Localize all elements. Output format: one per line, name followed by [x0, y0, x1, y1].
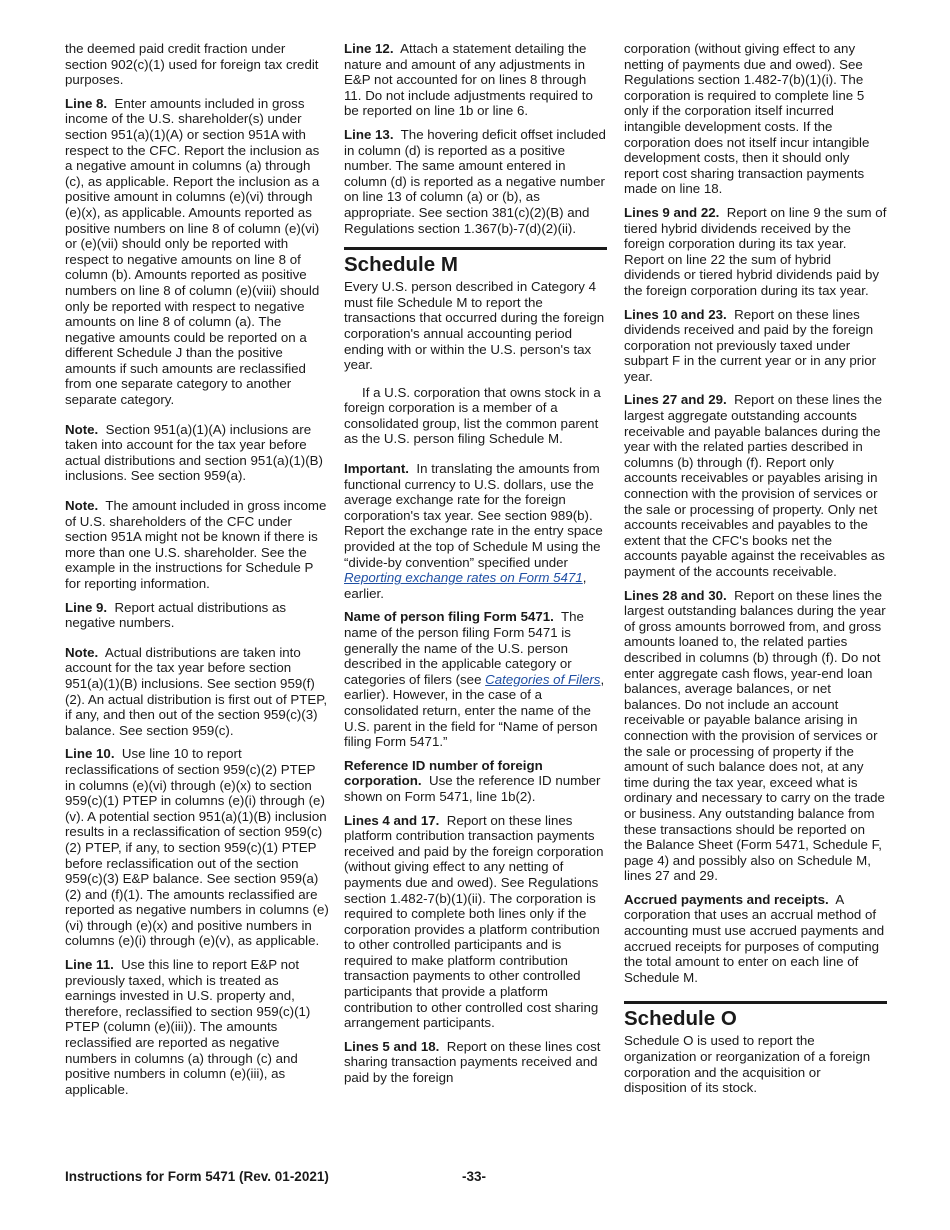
lines-5-18-text: Report on these lines cost sharing transaction payments received and paid by the foreign: [344, 1038, 601, 1086]
schedule-o-text: Schedule O is used to report the organization or reorganization of a foreign corporation and the acquisition or disposition of its stock.: [624, 1033, 871, 1096]
line-13-title: Line 13.: [344, 126, 394, 142]
accrued-text: A corporation that uses an accrual method of accounting must use accrued payments and accrued receipts for purposes of computing the total amount to enter on each line of Schedule M.: [624, 891, 885, 985]
important-title: Important.: [344, 461, 410, 477]
schedule-m-intro: Every U.S. person described in Category 4 must file Schedule M to report the transactions that occurred during the foreign corporation's annual accounting period ending with or within the U.S. person's tax year.: [344, 279, 605, 373]
categories-of-filers-link[interactable]: Categories of Filers: [485, 671, 601, 687]
note-2-title: Note.: [65, 498, 99, 514]
schedule-m-consolidated: If a U.S. corporation that owns stock in a foreign corporation is a member of a consolidated group, list the common parent as the U.S. person filing Schedule M.: [344, 384, 601, 447]
line-9-title: Line 9.: [65, 599, 108, 615]
note-3-title: Note.: [65, 644, 99, 660]
lines-10-23-title: Lines 10 and 23.: [624, 306, 727, 322]
section-divider: [624, 1001, 887, 1004]
note-2-paragraph: [65, 498, 329, 592]
line-12-paragraph: [344, 41, 607, 119]
note-2-text: The amount included in gross income of U.S. shareholders of the CFC under section 951A might not be known if there is more than one U.S. shareholder. See the example in the instructions for Schedule P for reporting information.: [65, 498, 327, 591]
schedule-o-heading: Schedule O: [624, 1007, 737, 1031]
lines-28-30-text: Report on these lines the largest outstanding balances during the year of gross amounts borrowed from, and gross amounts loaned to, the related parties described in columns (b) through (f). Do not enter aggregate cash flows, year-end loan balances, average balances, or net balances. Do not include an account receivable or payable balance arising in connection with the provision of services or the sale or processing of property if the amount of such balance does not, at any time during the tax year, exceed what is ordinary and necessary to carry on the trade or business. Any outstanding balance from these transactions should be reported on the Balance Sheet (Form 5471, Schedule F, page 4) and possibly also on Schedule M, lines 27 and 29.: [624, 587, 886, 884]
reference-id-paragraph: [344, 758, 607, 805]
reference-id-text: Use the reference ID number shown on Form 5471, line 1b(2).: [344, 773, 601, 804]
line-8-title: Line 8.: [65, 95, 108, 111]
important-paragraph: [344, 461, 607, 601]
lines-9-22-paragraph: [624, 205, 887, 299]
lines-4-17-paragraph: [344, 813, 607, 1031]
line-13-text: The hovering deficit offset included in column (d) is reported as a positive number. The same amount entered in column (d) is reported as a negative number on line 13 of column (a) or (b), as appropriate. See section 381(c)(2)(B) and Regulations section 1.367(b)-7(d)(2)(ii).: [344, 126, 606, 236]
line-8-text: Enter amounts included in gross income of the U.S. shareholder(s) under section 951(a)(1)(A) or section 951A with respect to the CFC. Report the inclusion as a negative amount in columns (a) through (c), as applicable. Report the inclusion as a positive amount in columns (e)(vi) through (e)(x), as applicable. Amounts reported as positive numbers on line 8 of column (e)(vi) or (e)(vii) should only be reported with respect to negative amounts on line 8 of column (b). Amounts reported as positive numbers on line 8 of column (e)(viii) should only be reported with respect to negative amounts on line 8 of column (a). The negative amounts could be reported on a different Schedule J than the positive amounts if such amounts are reclassified from one separate category to another separate category.: [65, 95, 320, 408]
lines-10-23-text: Report on these lines dividends received and paid by the foreign corporation not previously taxed under subpart F in the current year or in any prior year.: [624, 306, 877, 384]
lines-9-22-title: Lines 9 and 22.: [624, 204, 720, 220]
lines-5-18-title: Lines 5 and 18.: [344, 1038, 440, 1054]
reporting-exchange-rates-link[interactable]: Reporting exchange rates on Form 5471: [344, 570, 583, 586]
lines-9-22-text: Report on line 9 the sum of tiered hybrid dividends received by the foreign corporation during its tax year. Report on line 22 the sum of hybrid dividends or tiered hybrid dividends paid by the foreign corporation during its tax year.: [624, 204, 887, 298]
line-8-paragraph: [65, 96, 329, 408]
lines-5-18-paragraph: [344, 1039, 607, 1086]
line-11-paragraph: [65, 957, 329, 1097]
line-12-title: Line 12.: [344, 41, 394, 56]
line-9-paragraph: [65, 600, 329, 631]
note-1-text: Section 951(a)(1)(A) inclusions are taken into account for the tax year before actual distributions and section 951(a)(1)(B) inclusions. See section 959(a).: [65, 421, 323, 484]
line-10-paragraph: [65, 746, 329, 949]
lines-27-29-title: Lines 27 and 29.: [624, 392, 727, 408]
name-person-text: The name of the person filing Form 5471 is generally the name of the U.S. person described in the applicable category or categories of filers (see: [344, 609, 584, 687]
line-10-title: Line 10.: [65, 746, 115, 762]
lines-28-30-paragraph: [624, 588, 887, 884]
note-1-title: Note.: [65, 421, 99, 437]
column-2: [344, 41, 607, 1094]
note-1-paragraph: [65, 422, 329, 484]
line-11-title: Line 11.: [65, 957, 114, 973]
lines-4-17-title: Lines 4 and 17.: [344, 812, 440, 828]
line-11-text: Use this line to report E&P not previously taxed, which is treated as earnings invested in U.S. property and, therefore, reclassified to section 959(c)(1) PTEP (column (e)(iii)). The amounts reclassified are reported as negative numbers in columns (a) through (c) and positive numbers in column (e)(iii), as applicable.: [65, 957, 311, 1097]
column-1: [65, 41, 329, 1105]
name-person-after: , earlier). However, in the case of a consolidated return, enter the name of the U.S. parent in the field for “Name of person filing Form 5471.”: [344, 671, 605, 750]
accrued-paragraph: [624, 892, 887, 986]
name-person-title: Name of person filing Form 5471.: [344, 609, 554, 625]
schedule-m-heading: Schedule M: [344, 253, 458, 277]
lines-27-29-text: Report on these lines the largest aggregate outstanding accounts receivable and payable balances during the year with the related parties described in columns (b) through (f). Report only accounts receivables or payables arising in connection with the provision of services or the sale or processing of property. Only net accounts receivables and payables to the extent that the CFC's books net the accounts payable against the receivables as payment of the accounts receivable.: [624, 392, 885, 579]
paragraph-continued: corporation (without giving effect to any netting of payments due and owed). See Regulations section 1.482-7(b)(1)(i). The corporation is required to complete line 5 only if the corporation itself incurred intangible development costs. If the corporation does not itself incur intangible development costs, then it should only report cost sharing transaction payments made on line 18.: [624, 41, 870, 197]
lines-27-29-paragraph: [624, 392, 887, 579]
important-text: In translating the amounts from functional currency to U.S. dollars, use the average exchange rate for the foreign corporation's tax year. See section 989(b). Report the exchange rate in the entry space provided at the top of Schedule M using the “divide-by convention” specified under: [344, 461, 603, 570]
column-3: [624, 41, 887, 1104]
important-after: , earlier.: [344, 570, 587, 601]
reference-id-title: Reference ID number of foreign corporation.: [344, 757, 543, 789]
accrued-title: Accrued payments and receipts.: [624, 891, 829, 907]
footer-form-title: Instructions for Form 5471 (Rev. 01-2021): [65, 1169, 329, 1184]
note-3-text: Actual distributions are taken into account for the tax year before section 951(a)(1)(B) inclusions. See section 959(f)(2). An actual distribution is first out of PTEP, if any, and then out of the section 959(c)(3) balance. See section 959(c).: [65, 644, 328, 738]
line-9-text: Report actual distributions as negative numbers.: [65, 599, 286, 631]
lines-28-30-title: Lines 28 and 30.: [624, 587, 727, 603]
section-divider: [344, 247, 607, 250]
note-3-paragraph: [65, 645, 329, 739]
lines-10-23-paragraph: [624, 307, 887, 385]
line-10-text: Use line 10 to report reclassifications of section 959(c)(2) PTEP in columns (e)(vi) through (e)(x) to section 959(c)(1) PTEP in columns (e)(i) through (e)(v). A potential section 951(a)(1)(B) inclusion results in a reclassification of section 959(c)(2) PTEP, if any, to section 959(c)(1) PTEP before reclassification out of the section 959(c)(3) E&P balance. See section 959(a)(2) and (f)(1). The amounts reclassified are reported as negative numbers in columns (e)(vi) through (e)(x) and positive numbers in columns (e)(i) through (e)(v), as applicable.: [65, 746, 329, 949]
footer-page-number: -33-: [462, 1169, 487, 1184]
line-12-text: Attach a statement detailing the nature and amount of any adjustments in E&P not accounted for on lines 8 through 11. Do not include adjustments required to be reported on line 1b or line 6.: [344, 41, 593, 119]
name-person-paragraph: [344, 609, 607, 749]
lines-4-17-text: Report on these lines platform contribution transaction payments received and paid by the foreign corporation (without giving effect to any netting of payments due and owed). See Regulations section 1.482-7(b)(1)(ii). The corporation is required to complete both lines only if the corporation provides a platform contribution to other controlled participants and is required to make platform contribution transaction payments to other controlled participants that provide a platform contribution to other controlled cost sharing arrangement participants.: [344, 812, 604, 1031]
paragraph-continued: the deemed paid credit fraction under section 902(c)(1) used for foreign tax credit purposes.: [65, 41, 319, 88]
line-13-paragraph: [344, 127, 607, 236]
